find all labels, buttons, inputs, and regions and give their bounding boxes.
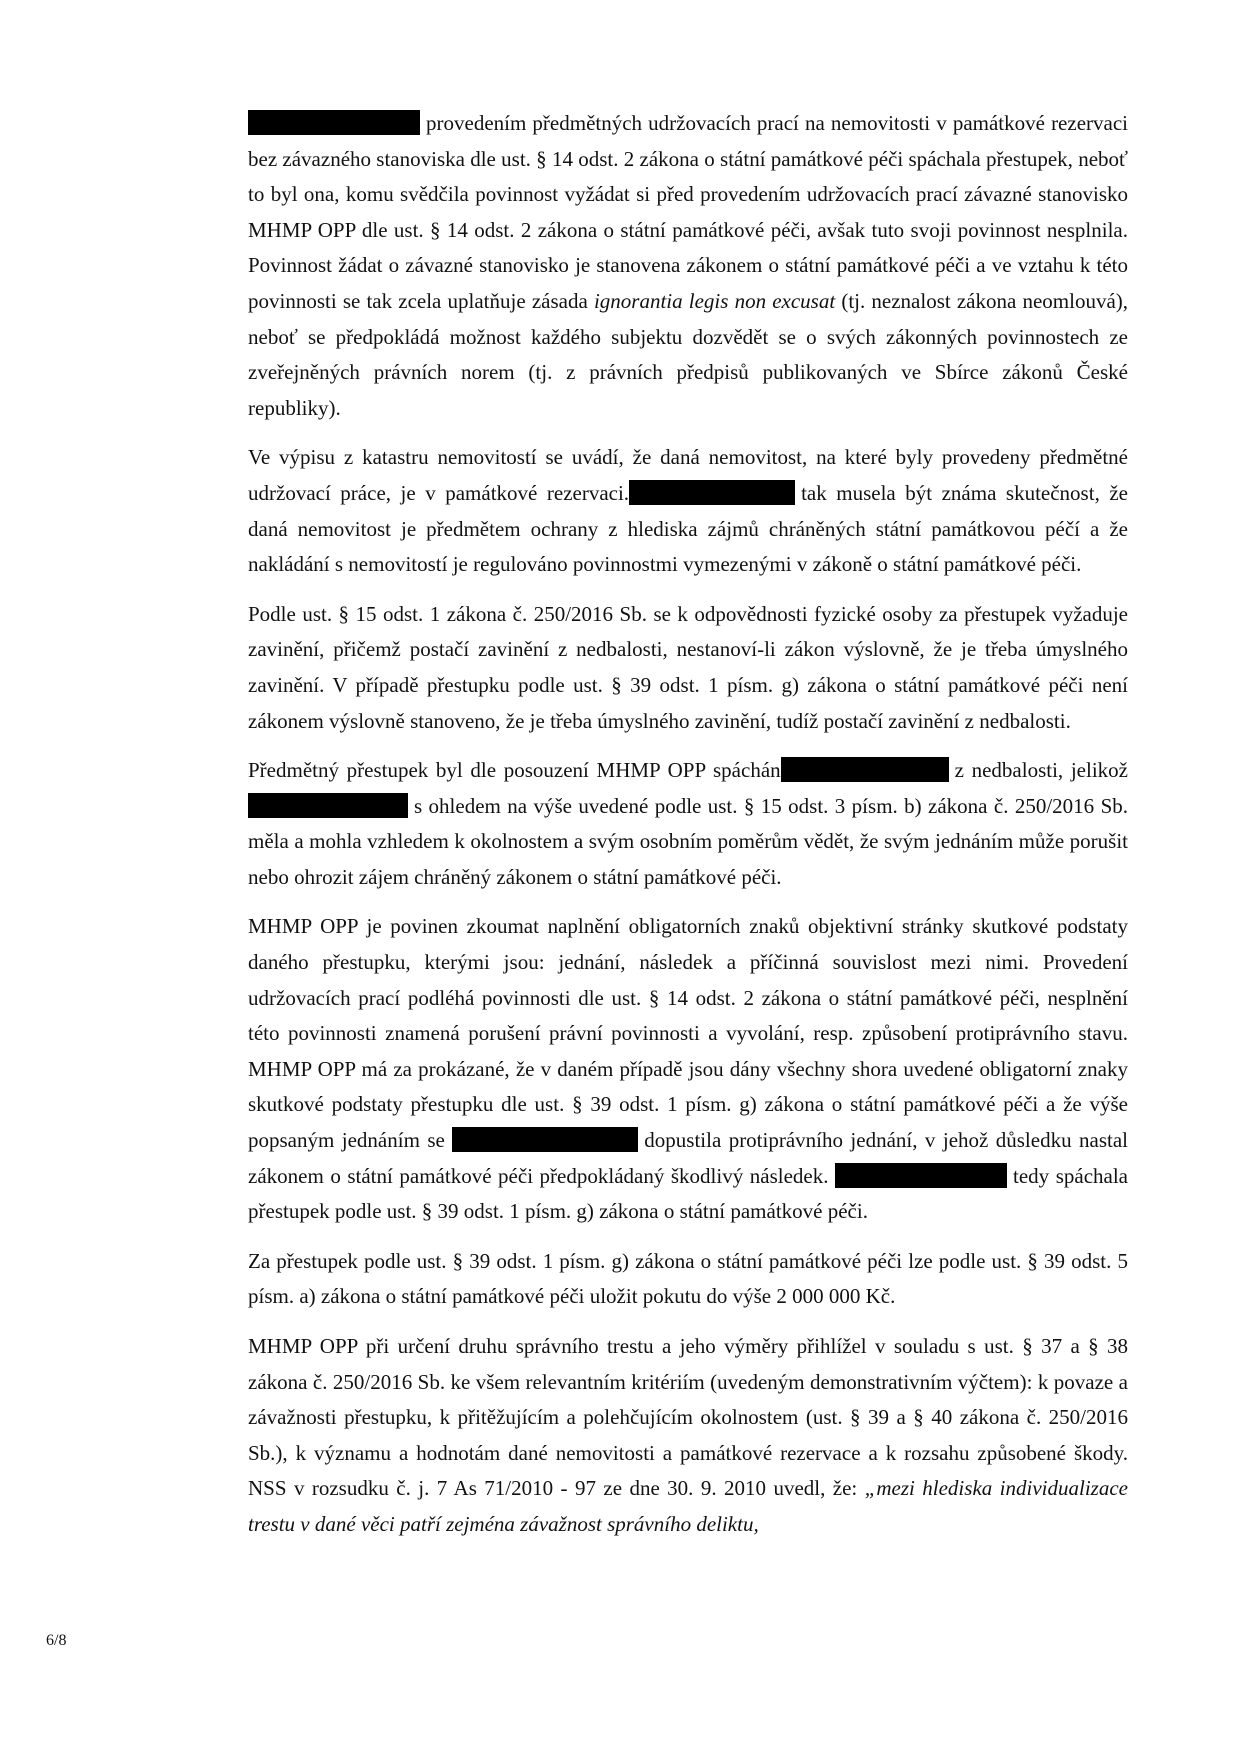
latin-maxim: ignorantia legis non excusat xyxy=(593,288,836,313)
paragraph-5-text-b: dopustila protiprávního jednání, v jehož důsledku nastal zákonem o státní památkové péči předpokládaný škodlivý následek. xyxy=(248,1128,1129,1188)
paragraph-5 xyxy=(248,909,1128,1229)
paragraph-4-text-b: z nedbalosti, jelikož xyxy=(954,758,1128,783)
document-body xyxy=(248,106,1128,1557)
paragraph-6 xyxy=(248,1244,1128,1315)
paragraph-6-text: Za přestupek podle ust. § 39 odst. 1 písm. g) zákona o státní památkové péči lze podle ust. § 39 odst. 5 písm. a) zákona o státní památkové péči uložit pokutu do výše 2 000 000 Kč. xyxy=(248,1248,1128,1309)
paragraph-7-text: MHMP OPP při určení druhu správního trestu a jeho výměry přihlížel v souladu s ust. § 37 a § 38 zákona č. 250/2016 Sb. ke všem relevantním kritériím (uvedeným demonstrativním výčtem): k povaze a závažnosti přestupku, k přitěžujícím a polehčujícím okolnostem (ust. § 39 a § 40 zákona č. 250/2016 Sb.), k významu a hodnotám dané nemovitosti a památkové rezervace a k rozsahu způsobené škody. NSS v rozsudku č. j. 7 As 71/2010 - 97 ze dne 30. 9. 2010 uvedl, že: xyxy=(248,1334,1128,1501)
paragraph-4-text-c: s ohledem na výše uvedené podle ust. § 15 odst. 3 písm. b) zákona č. 250/2016 Sb. měla a mohla vzhledem k okolnostem a svým osobním poměrům vědět, že svým jednáním může porušit nebo ohrozit zájem chráněný zákonem o státní památkové péči. xyxy=(248,793,1128,889)
paragraph-5-text-a: MHMP OPP je povinen zkoumat naplnění obligatorních znaků objektivní stránky skutkové podstaty daného přestupku, kterými jsou: jednání, následek a příčinná souvislost mezi nimi. Provedení udržovacích prací podléhá povinnosti dle ust. § 14 odst. 2 zákona o státní památkové péči, nesplnění této povinnosti znamená porušení právní povinnosti a vyvolání, resp. způsobení protiprávního stavu. MHMP OPP má za prokázané, že v daném případě jsou dány všechny shora uvedené obligatorní znaky skutkové podstaty přestupku dle ust. § 39 odst. 1 písm. g) zákona o státní památkové péči a že výše popsaným jednáním se xyxy=(248,914,1128,1153)
paragraph-1 xyxy=(248,106,1128,426)
paragraph-2-text-b: tak musela být známa skutečnost, že daná nemovitost je předmětem ochrany z hlediska zájmů chráněných státní památkovou péčí a že nakládání s nemovitostí je regulováno povinnostmi vymezenými v zákoně o státní památkové péči. xyxy=(248,480,1128,577)
redaction-bar xyxy=(781,757,949,782)
paragraph-1-text-a: provedením předmětných udržovacích prací na nemovitosti v památkové rezervaci bez závazného stanoviska dle ust. § 14 odst. 2 zákona o státní památkové péči spáchala přestupek, neboť to byl ona, komu svědčila povinnost vyžádat si před provedením udržovacích prací závazné stanovisko MHMP OPP dle ust. § 14 odst. 2 zákona o státní památkové péči, avšak tuto svoji povinnost nesplnila. Povinnost žádat o závazné stanovisko je stanovena zákonem o státní památkové péči a ve vztahu k této povinnosti se tak zcela uplatňuje zásada xyxy=(248,111,1128,313)
paragraph-2-text-a: Ve výpisu z katastru nemovitostí se uvádí, že daná nemovitost, na které byly provedeny předmětné udržovací práce, je v památkové rezervaci. xyxy=(248,445,1128,505)
redaction-bar xyxy=(248,793,408,818)
paragraph-5-text-c: tedy spáchala přestupek podle ust. § 39 odst. 1 písm. g) zákona o státní památkové péči. xyxy=(248,1163,1128,1224)
paragraph-4-text-a: Předmětný přestupek byl dle posouzení MHMP OPP spáchán xyxy=(248,758,781,783)
paragraph-2 xyxy=(248,440,1128,582)
paragraph-7 xyxy=(248,1329,1128,1543)
redaction-bar xyxy=(248,110,420,135)
court-quote: „mezi hlediska individualizace trestu v dané věci patří zejména závažnost správního deliktu, xyxy=(248,1476,1128,1536)
redaction-bar xyxy=(629,480,795,505)
redaction-bar xyxy=(835,1163,1007,1188)
paragraph-1-text-b: (tj. neznalost zákona neomlouvá), neboť se předpokládá možnost každého subjektu dozvědět se o svých zákonných povinnostech ze zveřejněných právních norem (tj. z právních předpisů publikovaných ve Sbírce zákonů České republiky). xyxy=(248,288,1129,420)
paragraph-4 xyxy=(248,753,1128,895)
page-number: 6/8 xyxy=(46,1632,67,1649)
redaction-bar xyxy=(452,1127,638,1152)
paragraph-3-text: Podle ust. § 15 odst. 1 zákona č. 250/2016 Sb. se k odpovědnosti fyzické osoby za přestupek vyžaduje zavinění, přičemž postačí zavinění z nedbalosti, nestanoví-li zákon výslovně, že je třeba úmyslného zavinění. V případě přestupku podle ust. § 39 odst. 1 písm. g) zákona o státní památkové péči není zákonem výslovně stanoveno, že je třeba úmyslného zavinění, tudíž postačí zavinění z nedbalosti. xyxy=(248,601,1128,733)
paragraph-3 xyxy=(248,597,1128,739)
